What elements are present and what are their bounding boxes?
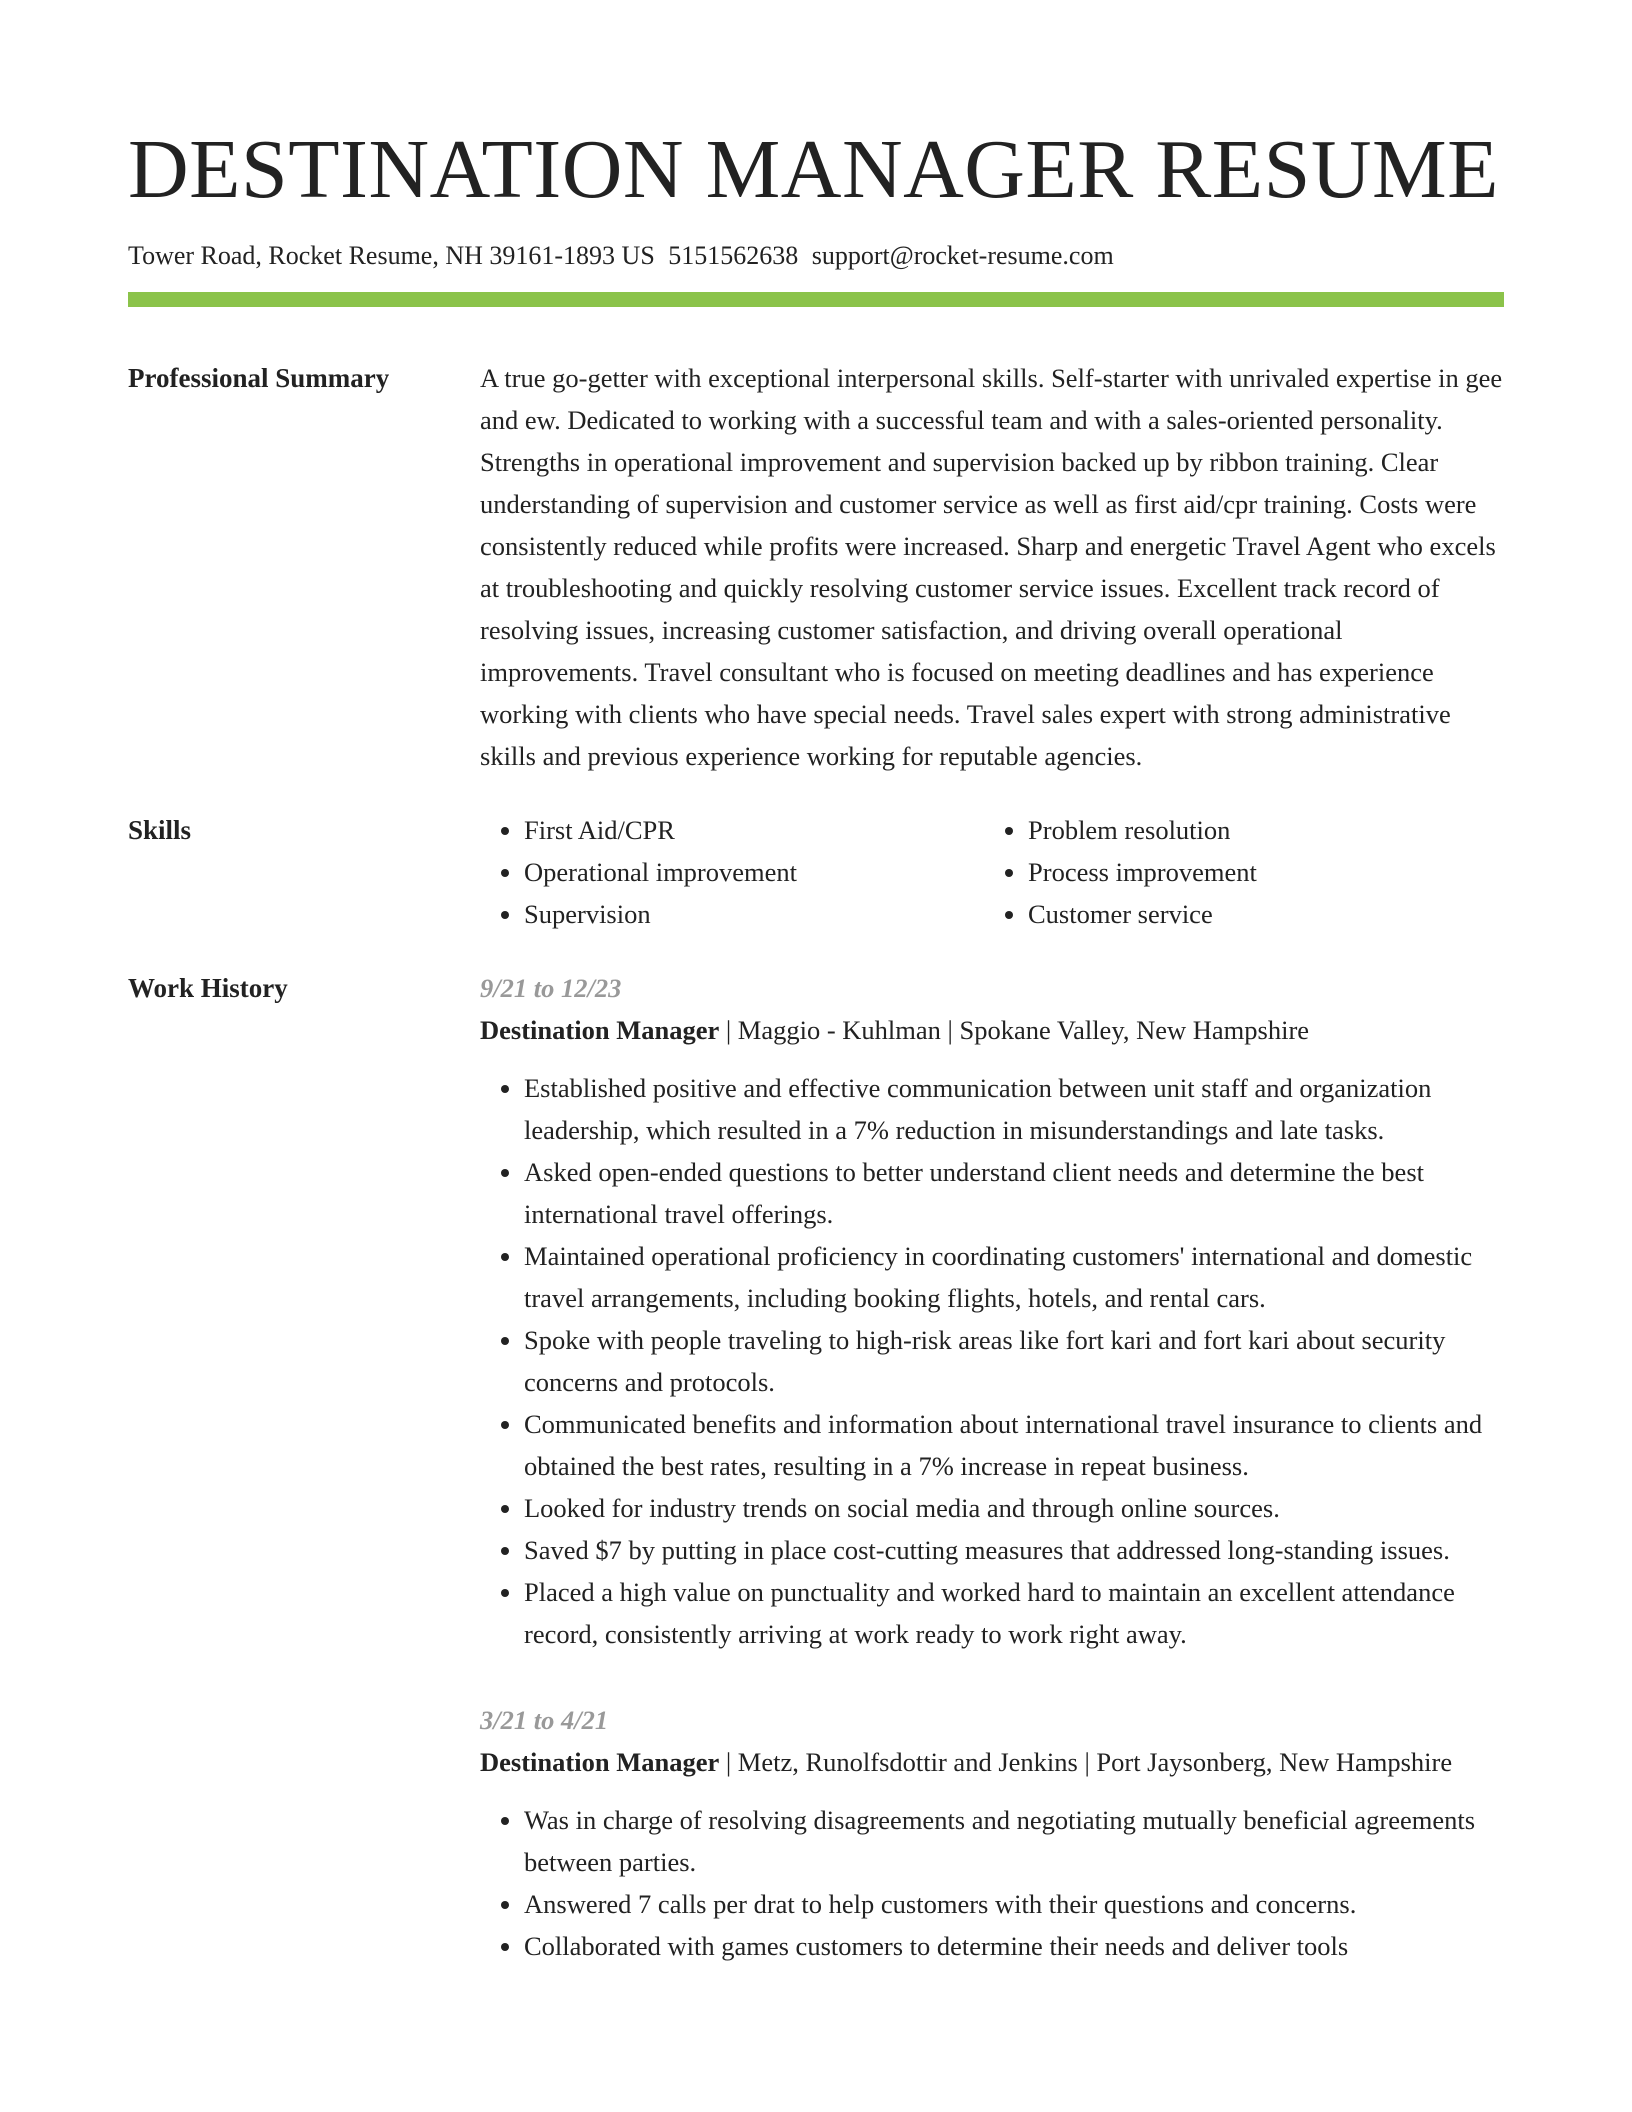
resume-title: DESTINATION MANAGER RESUME	[128, 123, 1499, 216]
contact-address: Tower Road, Rocket Resume, NH 39161-1893 US	[128, 241, 655, 270]
skill-item: • Process improvement	[1028, 851, 1488, 893]
contact-phone: 5151562638	[668, 241, 799, 270]
job-bullet: • Collaborated with games customers to determine their needs and deliver tools	[524, 1925, 1504, 1967]
summary-heading: Professional Summary	[128, 363, 390, 393]
work-history-body	[480, 967, 1504, 2011]
summary-section	[128, 357, 1504, 777]
job-bullets	[480, 1799, 1504, 1967]
job-dates: 3/21 to 4/21	[480, 1705, 609, 1735]
header-divider	[128, 292, 1504, 307]
job-details: | Metz, Runolfsdottir and Jenkins | Port Jaysonberg, New Hampshire	[719, 1747, 1453, 1777]
skills-body	[480, 809, 1504, 935]
job-bullet: • Was in charge of resolving disagreements and negotiating mutually beneficial agreements between parties.	[524, 1799, 1504, 1883]
job-bullet: • Asked open-ended questions to better understand client needs and determine the best international travel offerings.	[524, 1151, 1504, 1235]
job-bullet: • Answered 7 calls per drat to help customers with their questions and concerns.	[524, 1883, 1504, 1925]
job-bullet: • Communicated benefits and information about international travel insurance to clients and obtained the best rates, resulting in a 7% increase in repeat business.	[524, 1403, 1504, 1487]
skills-list-left	[480, 809, 984, 935]
skills-grid	[480, 809, 1504, 935]
work-history-heading: Work History	[128, 973, 288, 1003]
job-title: Destination Manager	[480, 1747, 720, 1777]
resume-page	[128, 0, 1504, 2011]
skill-item: • Problem resolution	[1028, 809, 1488, 851]
summary-body	[480, 357, 1504, 777]
contact-line	[128, 240, 1504, 272]
job-header	[480, 1741, 1504, 1783]
skill-item: • Operational improvement	[524, 851, 984, 893]
contact-email[interactable]: support@rocket-resume.com	[811, 241, 1114, 270]
job-title: Destination Manager	[480, 1015, 720, 1045]
job-dates: 9/21 to 12/23	[480, 973, 622, 1003]
job-bullet: • Placed a high value on punctuality and worked hard to maintain an excellent attendance record, consistently arriving at work ready to work right away.	[524, 1571, 1504, 1655]
job-header	[480, 1009, 1504, 1051]
skill-item: • Supervision	[524, 893, 984, 935]
job-entry	[480, 967, 1504, 1655]
job-details: | Maggio - Kuhlman | Spokane Valley, New Hampshire	[719, 1015, 1310, 1045]
job-bullet: • Established positive and effective communication between unit staff and organization leadership, which resulted in a 7% reduction in misunderstandings and late tasks.	[524, 1067, 1504, 1151]
job-bullets	[480, 1067, 1504, 1655]
job-bullet: • Saved $7 by putting in place cost-cutting measures that addressed long-standing issues.	[524, 1529, 1504, 1571]
skill-item: • First Aid/CPR	[524, 809, 984, 851]
summary-text: A true go-getter with exceptional interpersonal skills. Self-starter with unrivaled expertise in gee and ew. Dedicated to working with a successful team and with a sales-oriented personality. Strengths in operational improvement and supervision backed up by ribbon training. Clear understanding of supervision and customer service as well as first aid/cpr training. Costs were consistently reduced while profits were increased. Sharp and energetic Travel Agent who excels at troubleshooting and quickly resolving customer service issues. Excellent track record of resolving issues, increasing customer satisfaction, and driving overall operational improvements. Travel consultant who is focused on meeting deadlines and has experience working with clients who have special needs. Travel sales expert with strong administrative skills and previous experience working for reputable agencies.	[480, 363, 1503, 771]
skill-item: • Customer service	[1028, 893, 1488, 935]
job-bullet: • Spoke with people traveling to high-risk areas like fort kari and fort kari about security concerns and protocols.	[524, 1319, 1504, 1403]
job-entry	[480, 1699, 1504, 1967]
skills-list-right	[984, 809, 1488, 935]
job-bullet: • Maintained operational proficiency in coordinating customers' international and domestic travel arrangements, including booking flights, hotels, and rental cars.	[524, 1235, 1504, 1319]
skills-section	[128, 809, 1504, 935]
work-history-section	[128, 967, 1504, 2011]
skills-heading: Skills	[128, 815, 192, 845]
job-bullet: • Looked for industry trends on social media and through online sources.	[524, 1487, 1504, 1529]
